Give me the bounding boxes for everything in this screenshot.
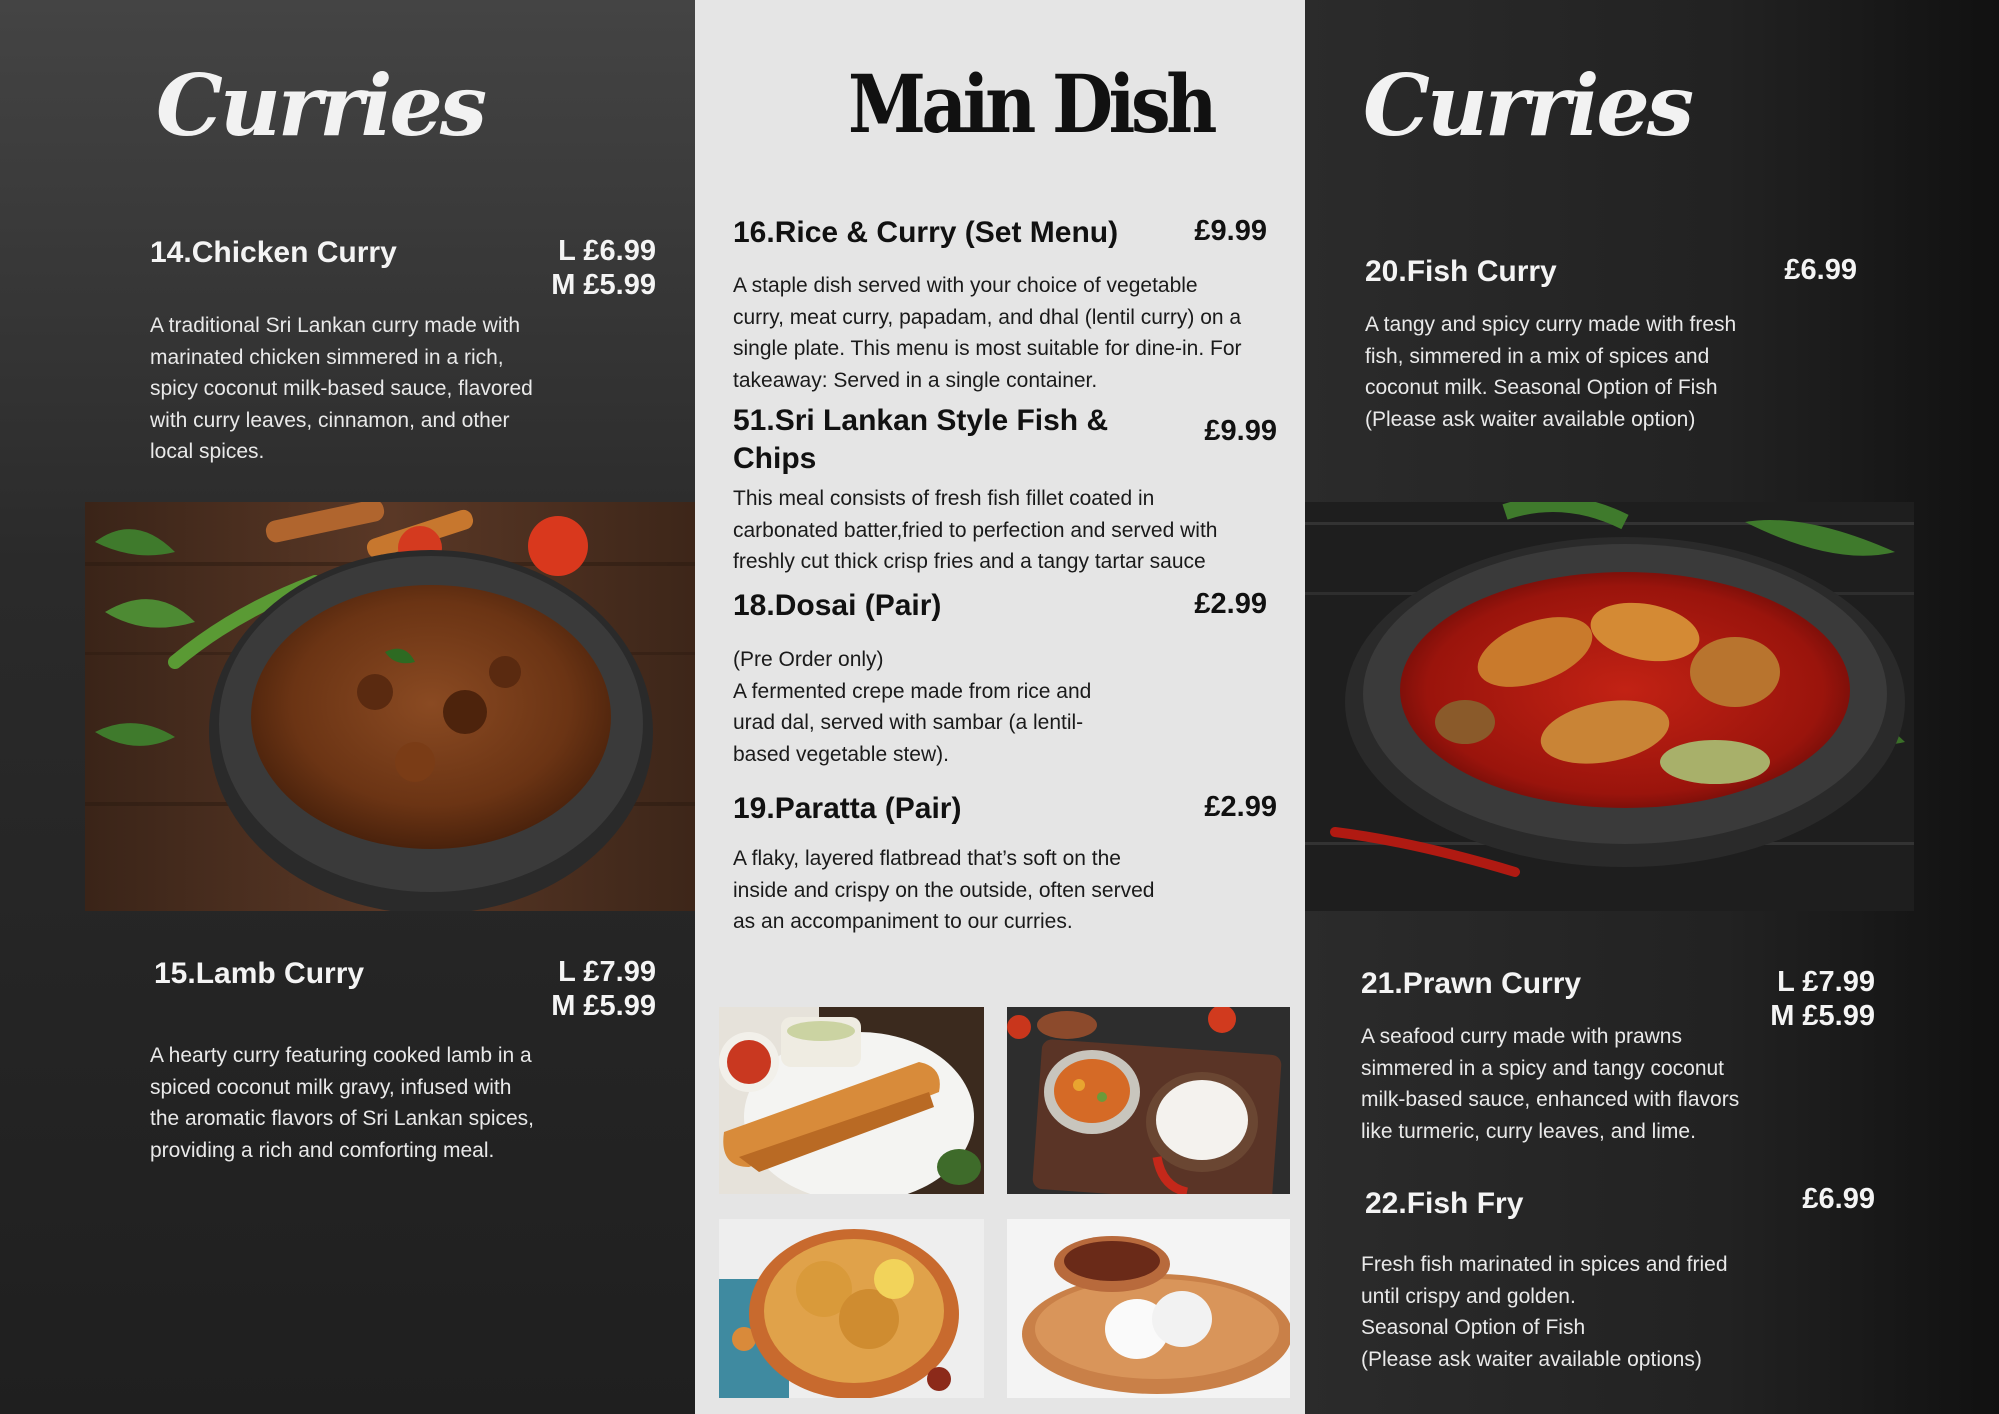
item-price xyxy=(551,955,656,1023)
item-description: A staple dish served with your choice of vegetable curry, meat curry, papadam, and dhal (lentil curry) on a single plate. This menu is most suitable for dine-in. For takeaway: Served in a single container. xyxy=(733,274,1242,392)
item-name: 21.Prawn Curry xyxy=(1361,967,1582,1000)
item-name: 19.Paratta (Pair) xyxy=(733,792,962,825)
price-large: L £7.99 xyxy=(558,956,656,988)
paratta-photo xyxy=(719,1219,984,1398)
menu-item-paratta xyxy=(733,790,1277,940)
item-price: £2.99 xyxy=(1194,588,1267,620)
price-medium: M £5.99 xyxy=(551,990,656,1022)
item-price: £6.99 xyxy=(1784,254,1857,286)
price-large: L £7.99 xyxy=(1777,966,1875,998)
menu-item-rice-and-curry xyxy=(733,214,1267,394)
menu-item-lamb-curry xyxy=(150,955,656,1175)
left-section-title: Curries xyxy=(156,56,485,155)
item-price: £9.99 xyxy=(1194,215,1267,247)
menu-item-fish-and-chips xyxy=(733,402,1277,582)
menu-item-chicken-curry xyxy=(150,234,656,464)
item-name: 15.Lamb Curry xyxy=(154,957,365,990)
item-name: 22.Fish Fry xyxy=(1365,1187,1524,1220)
dosai-photo xyxy=(719,1007,984,1194)
item-name: 18.Dosai (Pair) xyxy=(733,589,942,622)
fish-curry-photo xyxy=(1305,502,1914,911)
item-name: 51.Sri Lankan Style Fish & Chips xyxy=(733,404,1109,475)
rice-and-curry-photo xyxy=(1007,1007,1290,1194)
item-price: £2.99 xyxy=(1204,791,1277,823)
price-medium: M £5.99 xyxy=(551,269,656,301)
item-description: (Pre Order only) A fermented crepe made from rice and urad dal, served with sambar (a lentil- based vegetable stew). xyxy=(733,648,1092,766)
item-description: Fresh fish marinated in spices and fried until crispy and golden. Seasonal Option of Fish (Please ask waiter available options) xyxy=(1361,1253,1728,1371)
item-description: A hearty curry featuring cooked lamb in a spiced coconut milk gravy, infused with the aromatic flavors of Sri Lankan spices, providing a rich and comforting meal. xyxy=(150,1044,535,1162)
price-large: L £6.99 xyxy=(558,235,656,267)
item-description: A traditional Sri Lankan curry made with marinated chicken simmered in a rich, spicy coconut milk-based sauce, flavored with curry leaves, cinnamon, and other local spices. xyxy=(150,314,533,463)
center-section-title: Main Dish xyxy=(848,57,1213,151)
item-description: A seafood curry made with prawns simmered in a spicy and tangy coconut milk-based sauce, enhanced with flavors like turmeric, curry leaves, and lime. xyxy=(1361,1025,1740,1143)
price-medium: M £5.99 xyxy=(1770,1000,1875,1032)
menu-item-prawn-curry xyxy=(1361,965,1875,1155)
menu-item-fish-fry xyxy=(1361,1185,1875,1385)
chicken-curry-photo xyxy=(85,502,695,911)
item-description: A flaky, layered flatbread that’s soft on the inside and crispy on the outside, often served as an accompaniment to our curries. xyxy=(733,847,1155,933)
string-hoppers-photo xyxy=(1007,1219,1290,1398)
menu-item-fish-curry xyxy=(1365,253,1857,453)
item-price xyxy=(1770,965,1875,1033)
menu-item-dosai xyxy=(733,587,1267,767)
item-name: 20.Fish Curry xyxy=(1365,255,1557,288)
item-description: A tangy and spicy curry made with fresh fish, simmered in a mix of spices and coconut milk. Seasonal Option of Fish (Please ask waiter available option) xyxy=(1365,313,1737,431)
item-price: £9.99 xyxy=(1204,415,1277,447)
item-name: 14.Chicken Curry xyxy=(150,236,397,269)
item-price: £6.99 xyxy=(1802,1183,1875,1215)
item-name: 16.Rice & Curry (Set Menu) xyxy=(733,216,1119,249)
item-price xyxy=(551,234,656,302)
right-section-title: Curries xyxy=(1363,56,1692,155)
item-description: This meal consists of fresh fish fillet coated in carbonated batter,fried to perfection and served with freshly cut thick crisp fries and a tangy tartar sauce xyxy=(733,487,1218,573)
